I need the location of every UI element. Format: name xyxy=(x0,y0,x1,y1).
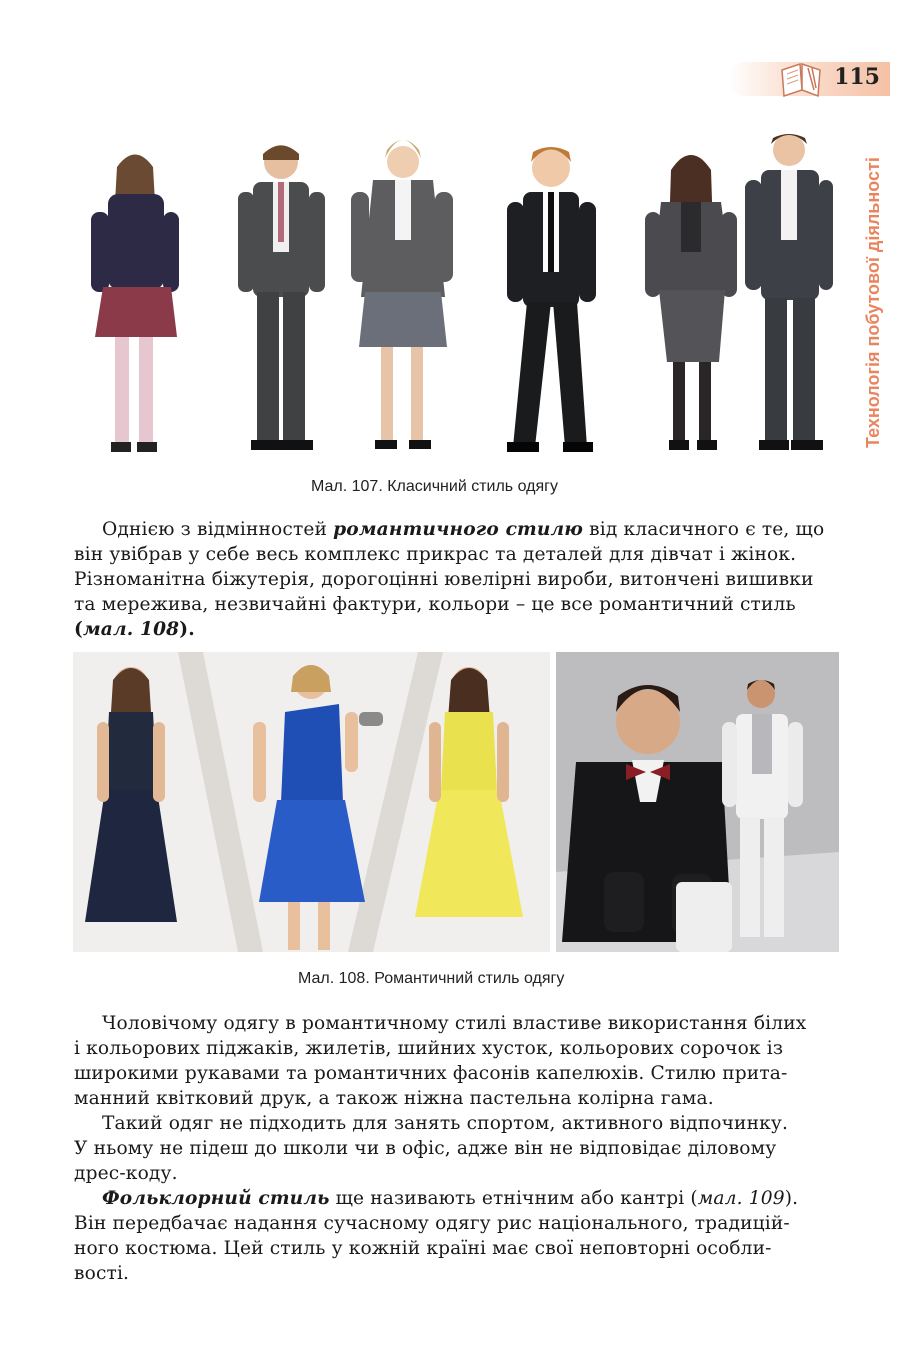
paragraph-folk-style: Фольклорний стиль ще називають етнічним або кантрі (мал. 109). Він передбачає надання сучасному одягу рис національного, традицій- ного костюма. Цей стиль у кожній країні має свої неповторні особли- вості. xyxy=(74,1188,799,1284)
person-yellow-dress xyxy=(415,667,523,917)
paragraph-romantic-style-cont: він увібрав у себе весь комплекс прикрас та деталей для дівчат і жінок. Різноманітна біжутерія, дорогоцінні ювелірні вироби, витончені вишивки та мережива, незвичайні фактури, кольори – це все романтичний стиль (мал. 108). xyxy=(74,544,814,640)
person-girl-blazer xyxy=(91,155,179,453)
person-navy-dress xyxy=(85,667,177,922)
ref-fig-108: мал. 108 xyxy=(82,619,180,640)
figure-107-caption: Мал. 107. Класичний стиль одягу xyxy=(311,478,558,495)
figure-108-boys-image xyxy=(556,652,839,952)
term-romantic-style: романтичного стилю xyxy=(333,519,584,540)
person-boy-grey-suit xyxy=(238,145,325,450)
figure-107-image xyxy=(73,122,833,462)
page-number: 115 xyxy=(834,64,880,90)
section-side-title: Технологія побутової діяльності xyxy=(863,157,883,448)
term-folk-style: Фольклорний стиль xyxy=(102,1188,330,1209)
person-boy-black-suit xyxy=(507,147,596,452)
person-girl-grey-jacket xyxy=(351,140,453,449)
person-girl-dark-suit xyxy=(645,155,737,450)
paragraph-mens-romantic: Чоловічому одягу в романтичному стилі властиве використання білих і кольорових піджаків, жилетів, шийних хусток, кольорових сорочок із широкими рукавами та романтичних фасонів капелюхів. Стилю прита- манний квітковий друк, а також ніжна пастельна колірна гама. xyxy=(74,1013,807,1109)
paragraph-not-suitable: Такий одяг не підходить для занять спортом, активного відпочинку. У ньому не підеш до школи чи в офіс, адже він не відповідає діловому дрес-коду. xyxy=(74,1113,789,1184)
ref-fig-109: мал. 109 xyxy=(697,1188,785,1209)
book-icon xyxy=(778,60,826,98)
figure-108-dresses-image xyxy=(73,652,550,952)
paragraph-romantic-style: Однією з відмінностей романтичного стилю від класичного є те, що xyxy=(102,519,825,540)
figure-108-caption: Мал. 108. Романтичний стиль одягу xyxy=(298,970,565,987)
person-young-man-suit xyxy=(745,134,833,450)
